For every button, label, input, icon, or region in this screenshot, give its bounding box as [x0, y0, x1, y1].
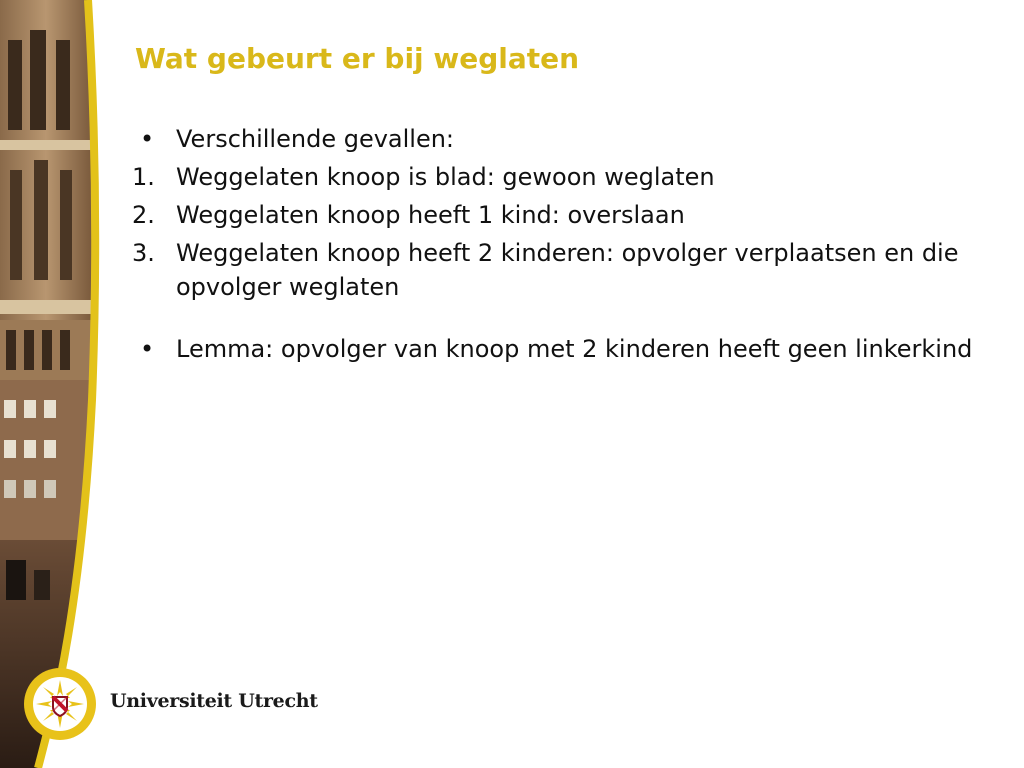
list-item — [130, 122, 1000, 156]
list-item — [130, 332, 1000, 366]
list-item-text: Lemma: opvolger van knoop met 2 kinderen heeft geen linkerkind — [176, 335, 973, 363]
list-item — [130, 160, 1000, 194]
side-photo — [0, 0, 110, 768]
list-item-text: Weggelaten knoop is blad: gewoon weglaten — [176, 163, 715, 191]
bullet-marker: • — [140, 335, 155, 363]
slide-title: Wat gebeurt er bij weglaten — [135, 42, 580, 75]
list-item — [130, 236, 1000, 304]
bullet-marker: • — [140, 125, 155, 153]
university-name: Universiteit Utrecht — [110, 690, 318, 712]
university-seal-icon — [22, 666, 98, 742]
list-item — [130, 198, 1000, 232]
number-marker: 2. — [132, 201, 155, 229]
number-marker: 3. — [132, 239, 155, 267]
list-item-text: Verschillende gevallen: — [176, 125, 455, 153]
number-marker: 1. — [132, 163, 155, 191]
list-item-text: Weggelaten knoop heeft 2 kinderen: opvolger verplaatsen en die opvolger weglaten — [176, 239, 959, 301]
slide-body — [130, 122, 1000, 370]
list-item-text: Weggelaten knoop heeft 1 kind: overslaan — [176, 201, 685, 229]
